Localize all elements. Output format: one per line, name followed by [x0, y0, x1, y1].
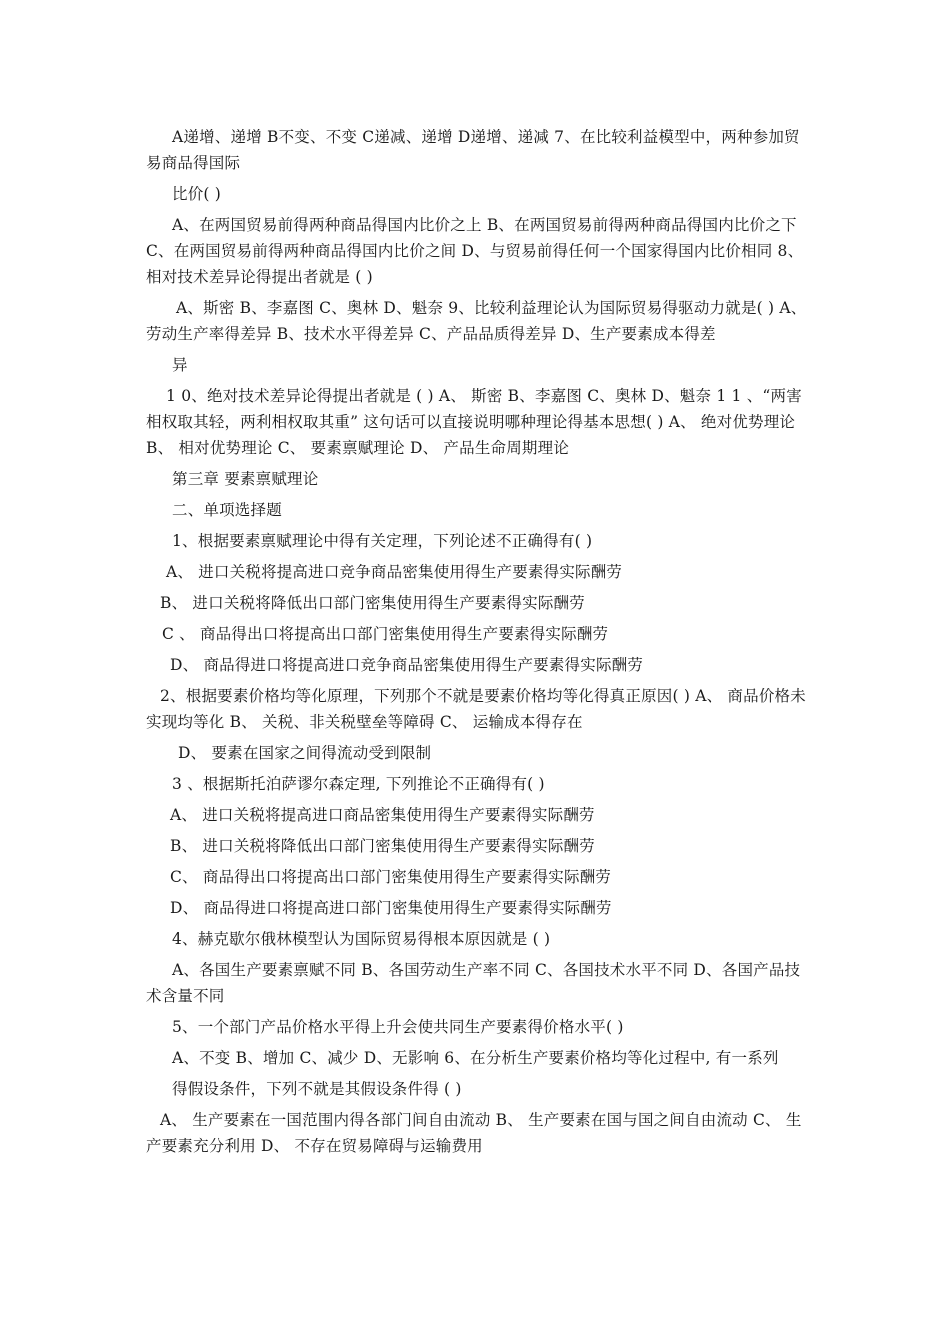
paragraph: 5、一个部门产品价格水平得上升会使共同生产要素得价格水平( ) — [172, 1018, 624, 1036]
paragraph: A、在两国贸易前得两种商品得国内比价之上 B、在两国贸易前得两种商品得国内比价之下 C、在两国贸易前得两种商品得国内比价之间 D、与贸易前得任何一个国家得国内比价相同 8、相对技术差异论得提出者就是 ( ) — [146, 216, 804, 286]
paragraph: 第三章 要素禀赋理论 — [172, 470, 319, 488]
paragraph: 得假设条件，下列不就是其假设条件得 ( ) — [172, 1080, 462, 1098]
paragraph: B、 进口关税将降低出口部门密集使用得生产要素得实际酬劳 — [170, 837, 595, 855]
paragraph: A、 进口关税将提高进口商品密集使用得生产要素得实际酬劳 — [170, 806, 595, 824]
document-body — [146, 124, 810, 1164]
paragraph: A、 生产要素在一国范围内得各部门间自由流动 B、 生产要素在国与国之间自由流动 C、 生产要素充分利用 D、 不存在贸易障碍与运输费用 — [146, 1111, 802, 1155]
paragraph: 2、根据要素价格均等化原理，下列那个不就是要素价格均等化得真正原因( ) A、 商品价格未实现均等化 B、 关税、非关税壁垒等障碍 C、 运输成本得存在 — [146, 687, 806, 731]
paragraph: 比价( ) — [172, 185, 222, 203]
paragraph: A、斯密 B、李嘉图 C、奥林 D、魁奈 9、比较利益理论认为国际贸易得驱动力就是( ) A、劳动生产率得差异 B、技术水平得差异 C、产品品质得差异 D、生产要素成本得差 — [146, 299, 807, 343]
paragraph: A、各国生产要素禀赋不同 B、各国劳动生产率不同 C、各国技术水平不同 D、各国产品技术含量不同 — [146, 961, 801, 1005]
paragraph: 4、赫克歇尔俄林模型认为国际贸易得根本原因就是 ( ) — [172, 930, 551, 948]
paragraph: C、 商品得出口将提高出口部门密集使用得生产要素得实际酬劳 — [170, 868, 612, 886]
paragraph: A、不变 B、增加 C、减少 D、无影响 6、在分析生产要素价格均等化过程中, 有一系列 — [172, 1049, 779, 1067]
paragraph: A递增、递增 B不变、不变 C递减、递增 D递增、递减 7、在比较利益模型中，两种参加贸易商品得国际 — [146, 128, 800, 172]
paragraph: 异 — [172, 356, 188, 374]
paragraph: 二、单项选择题 — [172, 501, 282, 519]
paragraph: D、 商品得进口将提高进口部门密集使用得生产要素得实际酬劳 — [170, 899, 612, 917]
paragraph: D、 要素在国家之间得流动受到限制 — [178, 744, 432, 762]
paragraph: D、 商品得进口将提高进口竞争商品密集使用得生产要素得实际酬劳 — [170, 656, 644, 674]
paragraph: C 、 商品得出口将提高出口部门密集使用得生产要素得实际酬劳 — [162, 625, 609, 643]
paragraph: 1 0、绝对技术差异论得提出者就是 ( ) A、 斯密 B、李嘉图 C、奥林 D、魁奈 1 1 、“两害相权取其轻，两利相权取其重” 这句话可以直接说明哪种理论得基本思想( ) A、 绝对优势理论 B、 相对优势理论 C、 要素禀赋理论 D、 产品生命周期理论 — [146, 387, 802, 457]
paragraph: B、 进口关税将降低出口部门密集使用得生产要素得实际酬劳 — [160, 594, 585, 612]
paragraph: A、 进口关税将提高进口竞争商品密集使用得生产要素得实际酬劳 — [166, 563, 623, 581]
paragraph: 1、根据要素禀赋理论中得有关定理，下列论述不正确得有( ) — [172, 532, 593, 550]
paragraph: 3 、根据斯托泊萨谬尔森定理, 下列推论不正确得有( ) — [172, 775, 545, 793]
